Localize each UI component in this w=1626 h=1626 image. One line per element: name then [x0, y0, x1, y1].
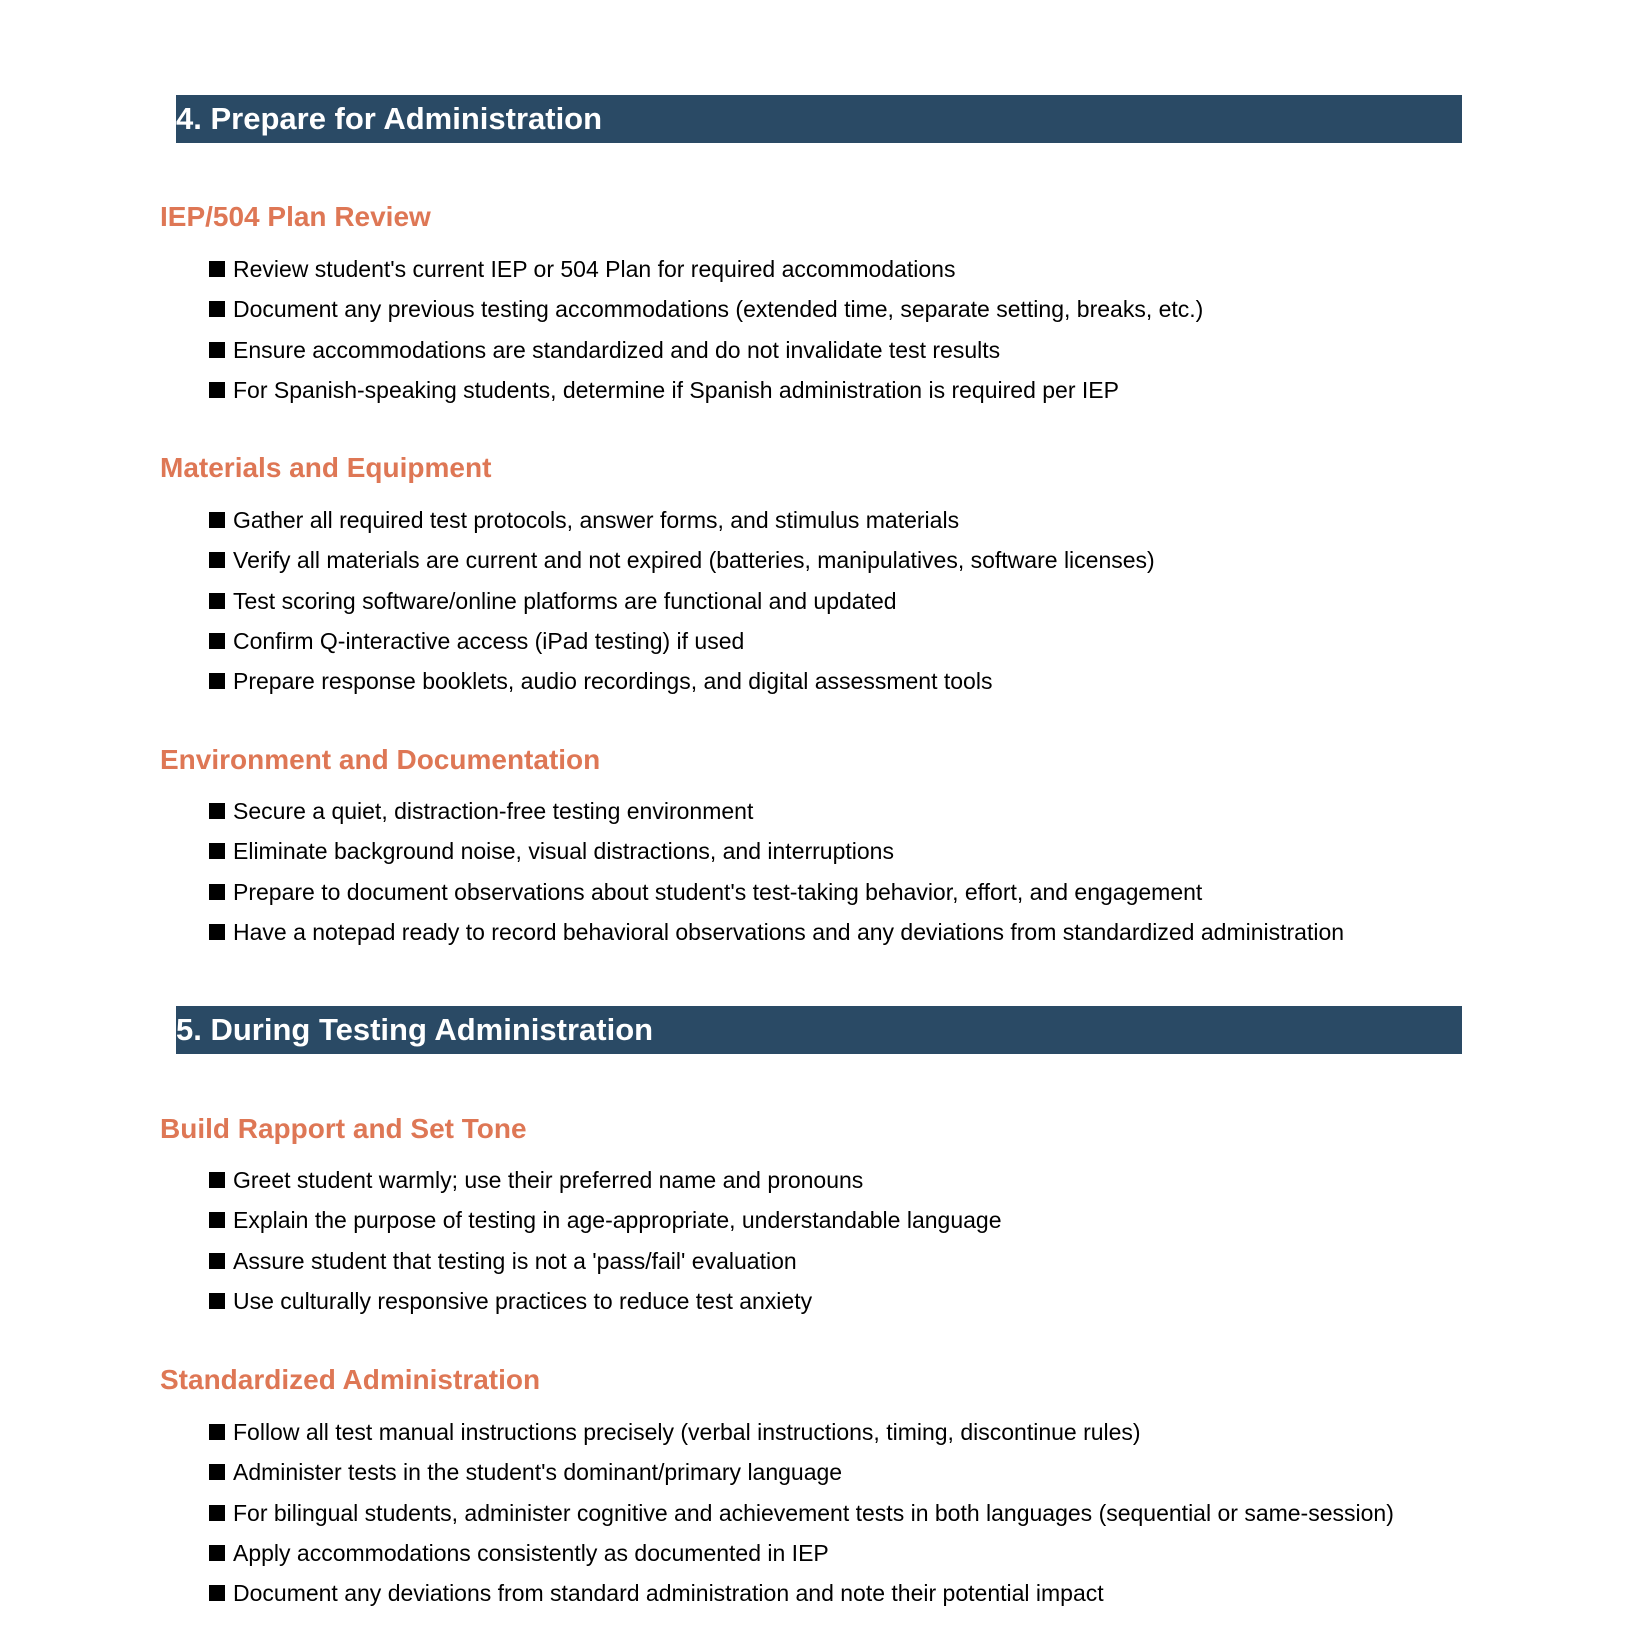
square-bullet-icon: [209, 1505, 225, 1521]
list-item: [209, 1452, 1394, 1492]
list-item: [209, 1281, 1002, 1321]
subheading-iep-504-plan-review: IEP/504 Plan Review: [160, 201, 431, 232]
list-item-text: Confirm Q-interactive access (iPad testing) if used: [233, 627, 745, 654]
list-item-text: Use culturally responsive practices to reduce test anxiety: [233, 1287, 813, 1314]
subheading-standardized-administration: Standardized Administration: [160, 1364, 541, 1395]
square-bullet-icon: [209, 1293, 225, 1309]
square-bullet-icon: [209, 1464, 225, 1480]
checklist-materials-and-equipment: [209, 500, 1155, 701]
list-item-text: Prepare response booklets, audio recordings, and digital assessment tools: [233, 668, 993, 695]
section-header-5: [176, 1006, 1462, 1054]
square-bullet-icon: [209, 1424, 225, 1440]
subheading-environment-and-documentation: Environment and Documentation: [160, 744, 601, 775]
list-item: [209, 1160, 1002, 1200]
list-item: [209, 831, 1344, 871]
list-item-text: Greet student warmly; use their preferred name and pronouns: [233, 1167, 864, 1193]
list-item-text: For bilingual students, administer cognitive and achievement tests in both languages (sequential or same-session): [233, 1499, 1394, 1526]
list-item-text: Have a notepad ready to record behavioral observations and any deviations from standardized administration: [233, 918, 1345, 945]
list-item: [209, 370, 1203, 410]
subheading-build-rapport-and-set-tone: Build Rapport and Set Tone: [160, 1113, 527, 1144]
square-bullet-icon: [209, 1253, 225, 1269]
list-item: [209, 621, 1155, 661]
square-bullet-icon: [209, 512, 225, 528]
checklist-standardized-administration: [209, 1412, 1394, 1613]
list-item: [209, 1533, 1394, 1573]
list-item: [209, 581, 1155, 621]
section-title: 5. During Testing Administration: [176, 1012, 654, 1047]
list-item: [209, 540, 1155, 580]
list-item-text: Eliminate background noise, visual distractions, and interruptions: [233, 838, 894, 865]
square-bullet-icon: [209, 593, 225, 609]
list-item: [209, 872, 1344, 912]
square-bullet-icon: [209, 1585, 225, 1601]
list-item-text: Administer tests in the student's dominant/primary language: [233, 1459, 843, 1486]
list-item-text: For Spanish-speaking students, determine if Spanish administration is required per IEP: [233, 376, 1119, 403]
list-item-text: Test scoring software/online platforms are functional and updated: [233, 587, 897, 614]
section-header-4: [176, 95, 1462, 143]
square-bullet-icon: [209, 1212, 225, 1228]
list-item: [209, 500, 1155, 540]
list-item: [209, 1412, 1394, 1452]
square-bullet-icon: [209, 1545, 225, 1561]
list-item-text: Follow all test manual instructions precisely (verbal instructions, timing, discontinue rules): [233, 1419, 1141, 1445]
square-bullet-icon: [209, 1172, 225, 1188]
square-bullet-icon: [209, 633, 225, 649]
list-item-text: Apply accommodations consistently as documented in IEP: [233, 1539, 829, 1566]
square-bullet-icon: [209, 884, 225, 900]
list-item: [209, 289, 1203, 329]
list-item-text: Ensure accommodations are standardized and do not invalidate test results: [233, 336, 1001, 363]
list-item-text: Prepare to document observations about student's test-taking behavior, effort, and engagement: [233, 878, 1203, 905]
list-item-text: Review student's current IEP or 504 Plan for required accommodations: [233, 256, 956, 282]
square-bullet-icon: [209, 673, 225, 689]
list-item-text: Secure a quiet, distraction-free testing environment: [233, 798, 754, 824]
list-item: [209, 330, 1203, 370]
list-item: [209, 1493, 1394, 1533]
list-item: [209, 791, 1344, 831]
list-item: [209, 249, 1203, 289]
checklist-environment-and-documentation: [209, 791, 1344, 952]
list-item-text: Gather all required test protocols, answer forms, and stimulus materials: [233, 507, 960, 533]
section-title: 4. Prepare for Administration: [176, 101, 603, 136]
square-bullet-icon: [209, 803, 225, 819]
subheading-materials-and-equipment: Materials and Equipment: [160, 452, 492, 483]
square-bullet-icon: [209, 552, 225, 568]
square-bullet-icon: [209, 342, 225, 358]
square-bullet-icon: [209, 382, 225, 398]
square-bullet-icon: [209, 843, 225, 859]
list-item: [209, 1241, 1002, 1281]
list-item-text: Explain the purpose of testing in age-appropriate, understandable language: [233, 1207, 1002, 1234]
list-item: [209, 1200, 1002, 1240]
list-item: [209, 912, 1344, 952]
square-bullet-icon: [209, 301, 225, 317]
list-item-text: Verify all materials are current and not expired (batteries, manipulatives, software licenses): [233, 547, 1155, 574]
square-bullet-icon: [209, 261, 225, 277]
checklist-iep-504-plan-review: [209, 249, 1203, 410]
list-item: [209, 661, 1155, 701]
list-item-text: Assure student that testing is not a 'pass/fail' evaluation: [233, 1247, 797, 1274]
square-bullet-icon: [209, 924, 225, 940]
list-item-text: Document any previous testing accommodations (extended time, separate setting, breaks, etc.): [233, 296, 1204, 323]
list-item-text: Document any deviations from standard administration and note their potential impact: [233, 1580, 1104, 1607]
list-item: [209, 1573, 1394, 1613]
checklist-build-rapport-and-set-tone: [209, 1160, 1002, 1321]
